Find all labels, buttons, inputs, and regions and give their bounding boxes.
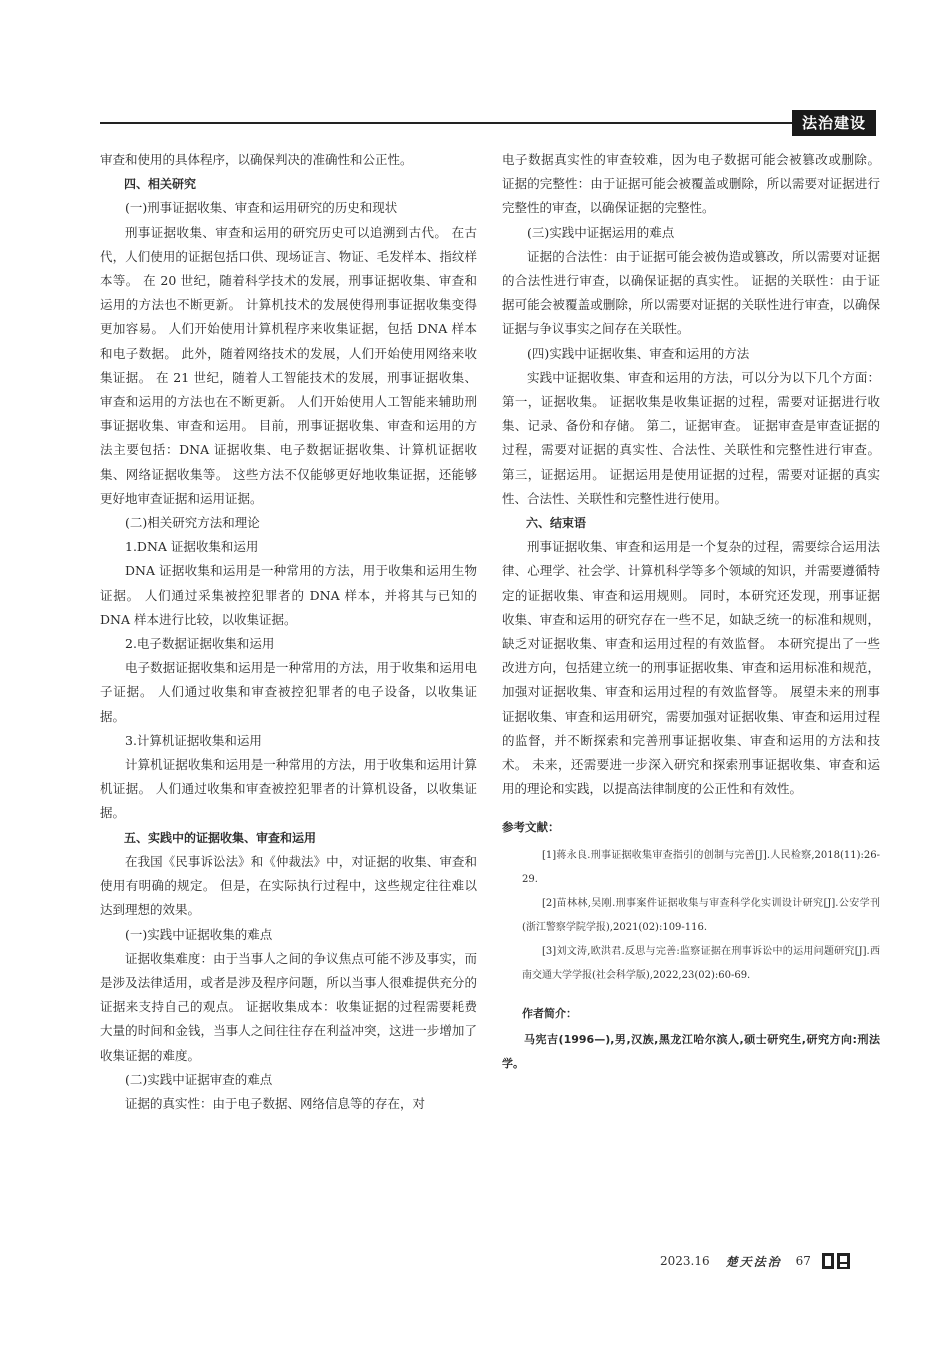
subsection-heading: 1.DNA 证据收集和运用 (125, 539, 259, 555)
reference-item: [1]蒋永良.刑事证据收集审查指引的创制与完善[J].人民检察,2018(11):26-29. (522, 849, 880, 885)
paragraph: 刑事证据收集、审查和运用是一个复杂的过程，需要综合运用法律、心理学、社会学、计算机科学等多个领域的知识，并需要遵循特定的证据收集、审查和运用规则。 同时，本研究还发现，刑事证据收集、审查和运用的研究存在一些不足，如缺乏统一的标准和规则，缺乏对证据收集、审查和运用过程的有效监督。 本研究提出了一些改进方向，包括建立统一的刑事证据收集、审查和运用标准和规范，加强对证据收集、审查和运用过程的有效监督等。 展望未来的刑事证据收集、审查和运用研究，需要加强对证据收集、审查和运用过程的监督，并不断探索和完善刑事证据收集、审查和运用的方法和技术。 未来，还需要进一步深入研究和探索刑事证据收集、审查和运用的理论和实践，以提高法律制度的公正性和有效性。 (502, 539, 880, 797)
header-rule (100, 122, 792, 124)
right-column (502, 148, 880, 1076)
paragraph: 电子数据证据收集和运用是一种常用的方法，用于收集和运用电子证据。 人们通过收集和审查被控犯罪者的电子设备，以收集证据。 (100, 660, 477, 724)
subsection-heading: (一)实践中证据收集的难点 (125, 926, 273, 942)
right-column-body (502, 148, 880, 801)
subsection-heading: (二)相关研究方法和理论 (125, 515, 260, 531)
paragraph: DNA 证据收集和运用是一种常用的方法，用于收集和运用生物证据。 人们通过采集被控犯罪者的 DNA 样本，并将其与已知的 DNA 样本进行比较，以收集证据。 (100, 563, 477, 627)
paragraph: 证据的合法性：由于证据可能会被伪造或篡改，所以需要对证据的合法性进行审查，以确保证据的真实性。 证据的关联性：由于证据可能会被覆盖或删除，所以需要对证据的关联性进行审查，以确保证据与争议事实之间存在关联性。 (502, 248, 880, 337)
reference-item: [2]苗林林,吴刚.刑事案件证据收集与审查科学化实训设计研究[J].公安学刊(浙江警察学院学报),2021(02):109-116. (522, 897, 880, 933)
subsection-heading: (一)刑事证据收集、审查和运用研究的历史和现状 (125, 200, 398, 216)
paragraph: 刑事证据收集、审查和运用的研究历史可以追溯到古代。 在古代，人们使用的证据包括口供、现场证言、物证、毛发样本、指纹样本等。 在 20 世纪，随着科学技术的发展，刑事证据收集、审查和运用的方法也不断更新。 计算机技术的发展使得刑事证据收集变得更加容易。 人们开始使用计算机程序来收集证据，包括 DNA 样本和电子数据。 此外，随着网络技术的发展，人们开始使用网络来收集证据。 在 21 世纪，随着人工智能技术的发展，刑事证据收集、审查和运用的方法也在不断更新。 人们开始使用人工智能来辅助刑事证据收集、审查和运用。 目前，刑事证据收集、审查和运用的方法主要包括：DNA 证据收集、电子数据证据收集、计算机证据收集、网络证据收集等。 这些方法不仅能够更好地收集证据，还能够更好地审查证据和运用证据。 (100, 224, 477, 506)
subsection-heading: 3.计算机证据收集和运用 (125, 732, 262, 748)
paragraph: 证据的真实性：由于电子数据、网络信息等的存在，对 (125, 1095, 426, 1111)
subsection-heading: (三)实践中证据运用的难点 (527, 224, 675, 240)
author-title: 作者简介： (522, 1006, 577, 1020)
references-title: 参考文献： (502, 820, 560, 835)
paragraph: 电子数据真实性的审查较难，因为电子数据可能会被篡改或删除。 证据的完整性：由于证据可能会被覆盖或删除，所以需要对证据进行完整性的审查，以确保证据的完整性。 (502, 152, 880, 216)
paragraph: 在我国《民事诉讼法》和《仲裁法》中，对证据的收集、审查和使用有明确的规定。 但是，在实际执行过程中，这些规定往往难以达到理想的效果。 (100, 853, 477, 918)
section-tag: 法治建设 (792, 110, 876, 136)
subsection-heading: (二)实践中证据审查的难点 (125, 1071, 273, 1087)
section-heading: 四、相关研究 (124, 177, 197, 192)
paragraph: 审查和使用的具体程序，以确保判决的准确性和公正性。 (100, 152, 413, 167)
footer-issue: 2023.16 (660, 1254, 710, 1268)
section-heading: 五、实践中的证据收集、审查和运用 (124, 830, 317, 845)
footer-journal: 楚天法治 (725, 1254, 782, 1269)
paragraph: 实践中证据收集、审查和运用的方法，可以分为以下几个方面：第一，证据收集。 证据收集是收集证据的过程，需要对证据进行收集、记录、备份和存储。 第二，证据审查。 证据审查是审查证据的过程，需要对证据的真实性、合法性、关联性和完整性进行审查。 第三，证据运用。 证据运用是使用证据的过程，需要对证据的真实性、合法性、关联性和完整性进行使用。 (502, 369, 880, 506)
author-bio: 马宪吉(1996—),男,汉族,黑龙江哈尔滨人,硕士研究生,研究方向:刑法学。 (502, 1032, 880, 1070)
section-heading: 六、结束语 (526, 516, 587, 531)
paragraph: 证据收集难度：由于当事人之间的争议焦点可能不涉及事实，而是涉及法律适用，或者是涉及程序问题，所以当事人很难提供充分的证据来支持自己的观点。 证据收集成本：收集证据的过程需要耗费大量的时间和金钱，当事人之间往往存在利益冲突，这进一步增加了收集证据的难度。 (100, 950, 477, 1063)
journal-logo-icon (821, 1251, 851, 1271)
references-list (502, 844, 880, 988)
subsection-heading: (四)实践中证据收集、审查和运用的方法 (527, 345, 750, 361)
page-footer (660, 1251, 851, 1271)
paragraph: 计算机证据收集和运用是一种常用的方法，用于收集和运用计算机证据。 人们通过收集和审查被控犯罪者的计算机设备，以收集证据。 (100, 757, 477, 821)
subsection-heading: 2.电子数据证据收集和运用 (125, 636, 275, 652)
page-number: 67 (795, 1254, 811, 1268)
reference-item: [3]刘文涛,欧洪君.反思与完善:监察证据在刑事诉讼中的运用问题研究[J].西南交通大学学报(社会科学版),2022,23(02):60-69. (522, 945, 880, 981)
left-column (100, 148, 477, 1116)
